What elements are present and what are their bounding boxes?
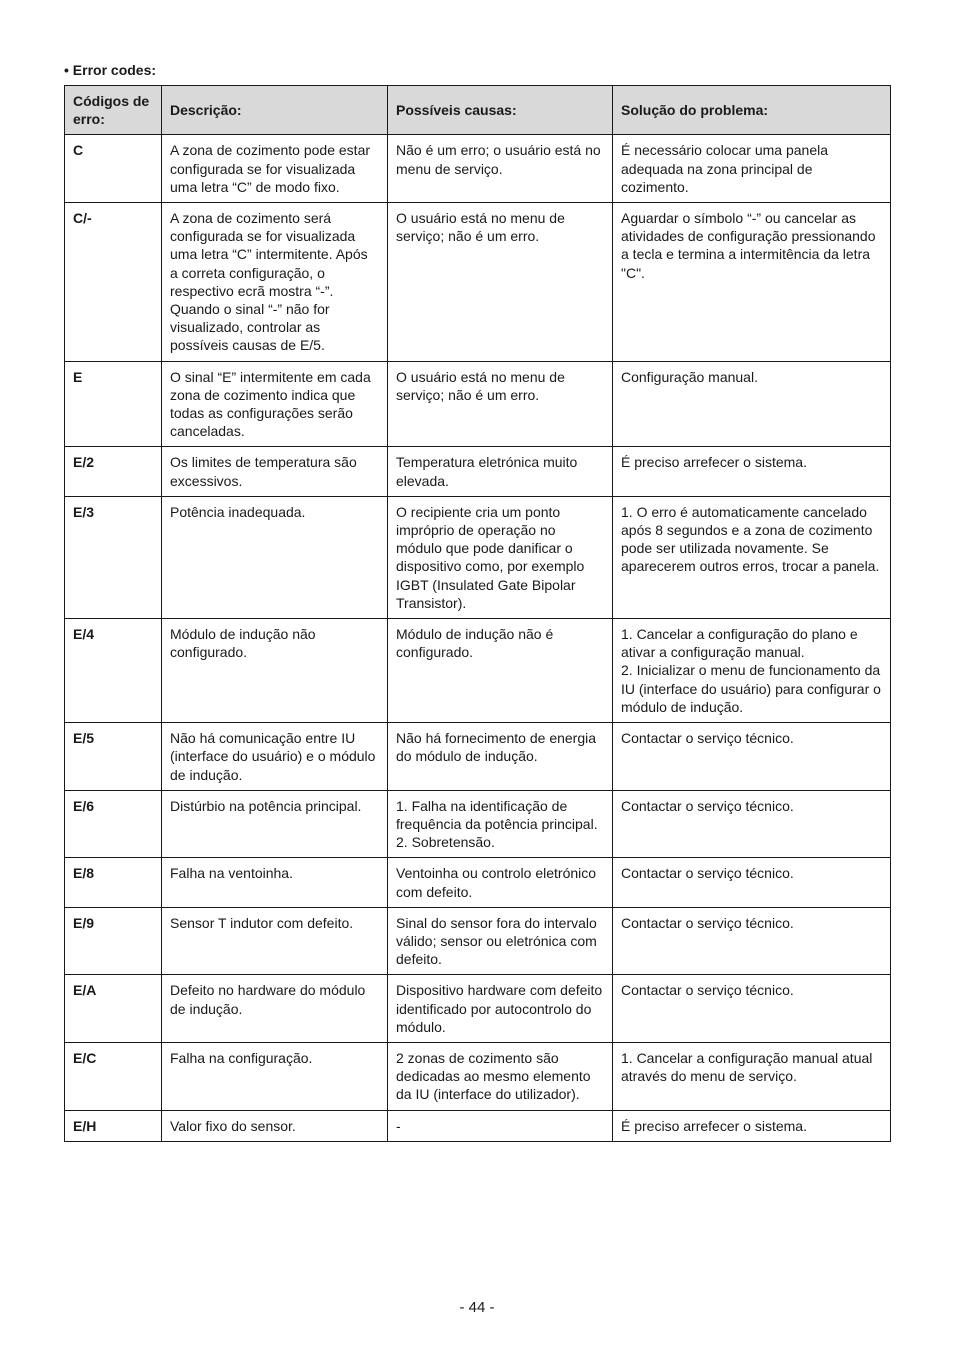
error-causes: - xyxy=(388,1110,613,1141)
error-solution: Contactar o serviço técnico. xyxy=(613,790,891,858)
header-description: Descrição: xyxy=(162,86,388,135)
error-solution: É necessário colocar uma panela adequada na zona principal de cozimento. xyxy=(613,135,891,203)
table-row xyxy=(65,619,891,723)
error-causes: Módulo de indução não é configurado. xyxy=(388,619,613,723)
error-causes: Não há fornecimento de energia do módulo de indução. xyxy=(388,723,613,791)
header-causes: Possíveis causas: xyxy=(388,86,613,135)
error-description: Os limites de temperatura são excessivos. xyxy=(162,447,388,496)
cause-line: 2. Sobretensão. xyxy=(396,834,495,851)
table-row xyxy=(65,975,891,1043)
error-causes: O usuário está no menu de serviço; não é um erro. xyxy=(388,361,613,447)
error-description: Falha na configuração. xyxy=(162,1042,388,1110)
error-solution: 1. Cancelar a configuração manual atual através do menu de serviço. xyxy=(613,1042,891,1110)
error-solution: Aguardar o símbolo “-” ou cancelar as atividades de configuração pressionando a tecla e termina a intermitência da letra "C". xyxy=(613,203,891,362)
error-description: A zona de cozimento pode estar configurada se for visualizada uma letra “C” de modo fixo. xyxy=(162,135,388,203)
error-causes: O usuário está no menu de serviço; não é um erro. xyxy=(388,203,613,362)
error-causes: Ventoinha ou controlo eletrónico com defeito. xyxy=(388,858,613,907)
error-description: Módulo de indução não configurado. xyxy=(162,619,388,723)
error-causes: O recipiente cria um ponto impróprio de operação no módulo que pode danificar o dispositivo como, por exemplo IGBT (Insulated Gate Bipolar Transistor). xyxy=(388,496,613,618)
table-row xyxy=(65,858,891,907)
table-row xyxy=(65,447,891,496)
table-header-row xyxy=(65,86,891,135)
error-description: Sensor T indutor com defeito. xyxy=(162,907,388,975)
error-solution: Contactar o serviço técnico. xyxy=(613,975,891,1043)
table-row xyxy=(65,361,891,447)
error-code: C xyxy=(65,135,162,203)
table-row xyxy=(65,1042,891,1110)
table-row xyxy=(65,496,891,618)
error-code: E/A xyxy=(65,975,162,1043)
error-solution: Configuração manual. xyxy=(613,361,891,447)
error-causes: 2 zonas de cozimento são dedicadas ao mesmo elemento da IU (interface do utilizador). xyxy=(388,1042,613,1110)
section-title: • Error codes: xyxy=(64,62,157,78)
table-row xyxy=(65,135,891,203)
error-code: E/2 xyxy=(65,447,162,496)
page-number: - 44 - xyxy=(459,1299,495,1316)
table-row xyxy=(65,723,891,791)
error-causes: Dispositivo hardware com defeito identificado por autocontrolo do módulo. xyxy=(388,975,613,1043)
error-code: C/- xyxy=(65,203,162,362)
error-causes xyxy=(388,790,613,858)
error-code: E/4 xyxy=(65,619,162,723)
table-row xyxy=(65,907,891,975)
error-solution: É preciso arrefecer o sistema. xyxy=(613,1110,891,1141)
error-code: E/H xyxy=(65,1110,162,1141)
error-description: A zona de cozimento será configurada se for visualizada uma letra “C” intermitente. Após a correta configuração, o respectivo ecrã mostra “-”. Quando o sinal “-” não for visualizado, controlar as possíveis causas de E/5. xyxy=(162,203,388,362)
error-solution: 1. O erro é automaticamente cancelado após 8 segundos e a zona de cozimento pode ser utilizada novamente. Se aparecerem outros erros, trocar a panela. xyxy=(613,496,891,618)
header-code: Códigos de erro: xyxy=(65,86,162,135)
error-code: E/8 xyxy=(65,858,162,907)
solution-line: 1. Cancelar a configuração do plano e ativar a configuração manual. xyxy=(621,626,858,661)
error-description: Defeito no hardware do módulo de indução. xyxy=(162,975,388,1043)
error-causes: Temperatura eletrónica muito elevada. xyxy=(388,447,613,496)
error-description: Falha na ventoinha. xyxy=(162,858,388,907)
error-code: E/5 xyxy=(65,723,162,791)
error-description: Não há comunicação entre IU (interface do usuário) e o módulo de indução. xyxy=(162,723,388,791)
error-solution: Contactar o serviço técnico. xyxy=(613,723,891,791)
error-description: Potência inadequada. xyxy=(162,496,388,618)
header-solution: Solução do problema: xyxy=(613,86,891,135)
error-description: Distúrbio na potência principal. xyxy=(162,790,388,858)
error-solution: Contactar o serviço técnico. xyxy=(613,907,891,975)
error-codes-table xyxy=(64,85,891,1142)
table-row xyxy=(65,203,891,362)
error-code: E/3 xyxy=(65,496,162,618)
error-solution: Contactar o serviço técnico. xyxy=(613,858,891,907)
error-code: E xyxy=(65,361,162,447)
table-row xyxy=(65,790,891,858)
error-code: E/C xyxy=(65,1042,162,1110)
error-description: O sinal “E” intermitente em cada zona de cozimento indica que todas as configurações serão canceladas. xyxy=(162,361,388,447)
error-solution: É preciso arrefecer o sistema. xyxy=(613,447,891,496)
solution-line: 2. Inicializar o menu de funcionamento da IU (interface do usuário) para configurar o módulo de indução. xyxy=(621,662,881,715)
cause-line: 1. Falha na identificação de frequência da potência principal. xyxy=(396,797,598,832)
error-code: E/6 xyxy=(65,790,162,858)
error-description: Valor fixo do sensor. xyxy=(162,1110,388,1141)
table-row xyxy=(65,1110,891,1141)
error-solution xyxy=(613,619,891,723)
error-causes: Não é um erro; o usuário está no menu de serviço. xyxy=(388,135,613,203)
error-causes: Sinal do sensor fora do intervalo válido; sensor ou eletrónica com defeito. xyxy=(388,907,613,975)
error-code: E/9 xyxy=(65,907,162,975)
